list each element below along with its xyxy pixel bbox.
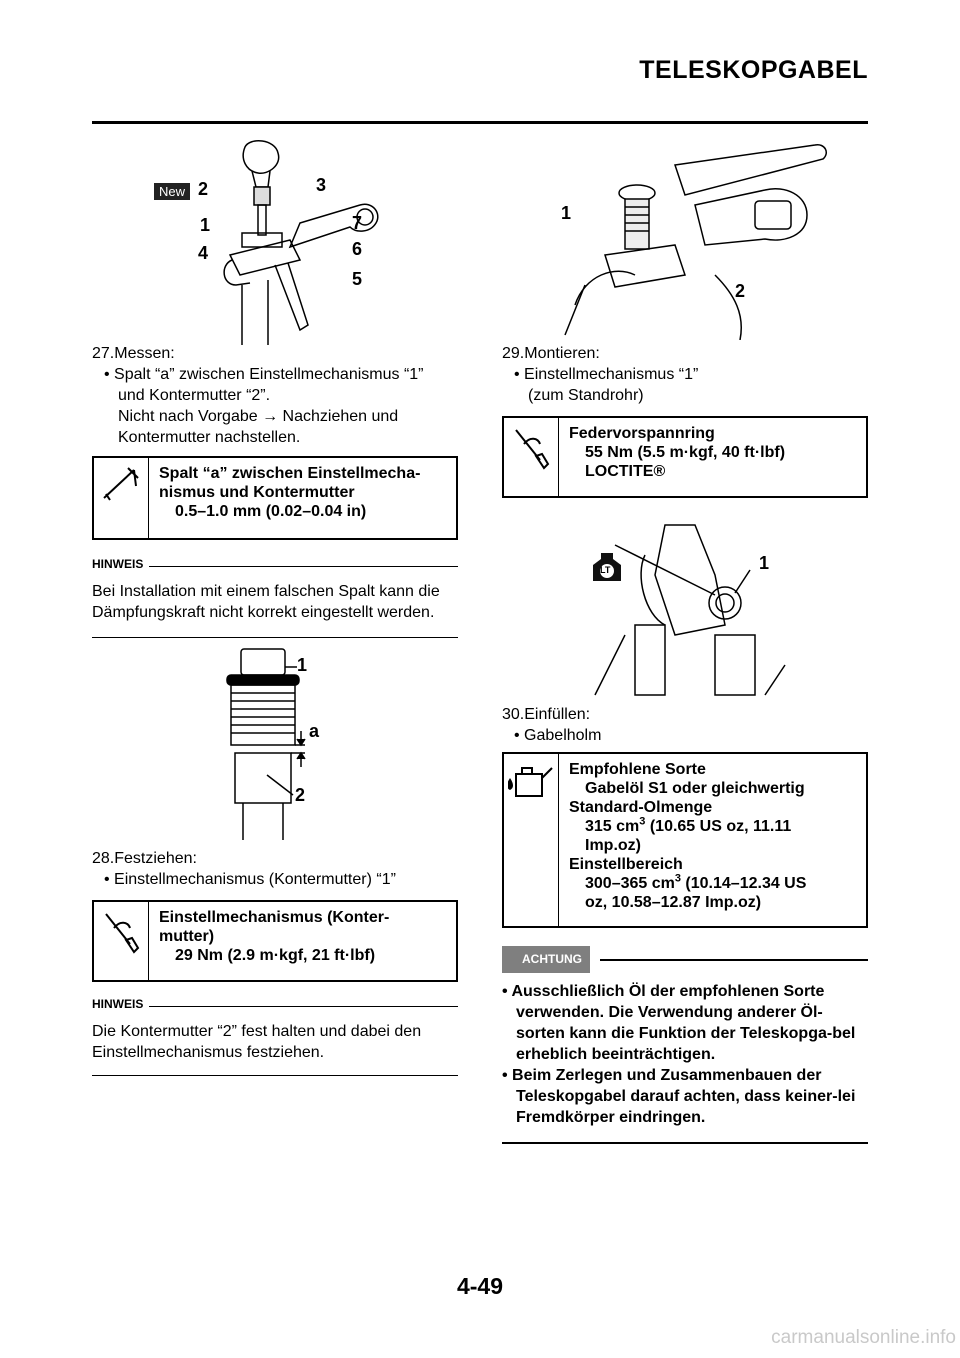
step-28-title: 28.Festziehen: <box>92 850 197 867</box>
spec-29-extra: LOCTITE® <box>585 463 666 480</box>
caliper-icon <box>94 458 149 538</box>
right-column-lower <box>502 704 868 1144</box>
callout-6: 6 <box>352 239 363 259</box>
callout-2: 2 <box>198 179 209 199</box>
hinweis-text-2: Die Kontermutter “2” fest halten und dabei den Einstellmechanismus festziehen. <box>92 1023 422 1061</box>
loctite-illustration <box>585 515 795 700</box>
figure-gap <box>205 645 345 840</box>
step-27-note-2: Kontermutter nachstellen. <box>118 429 301 446</box>
gap-illustration <box>205 645 345 840</box>
new-badge: New <box>154 183 190 200</box>
oil-can-icon <box>504 754 559 926</box>
spec-28-line2: mutter) <box>159 928 215 945</box>
figure-loctite <box>585 515 795 700</box>
spec-gap-line2: nismus und Kontermutter <box>159 484 355 501</box>
lt-badge <box>591 553 623 581</box>
footer-watermark: carmanualsonline.info <box>771 1327 956 1348</box>
step-28-bullet: • Einstellmechanismus (Kontermutter) “1” <box>104 871 396 888</box>
gap-callout-2: 2 <box>295 785 306 805</box>
step-29-title: 29.Montieren: <box>502 345 600 362</box>
page-number: 4-49 <box>456 1273 504 1299</box>
adjuster-install-illustration <box>545 135 835 340</box>
step-29-bullet-cont: (zum Standrohr) <box>528 387 644 404</box>
left-column <box>92 343 458 638</box>
header-rule <box>92 121 868 124</box>
step-27-title: 27.Messen: <box>92 345 175 362</box>
hinweis-label: HINWEIS <box>92 557 144 571</box>
oil-v2: 315 $cm^3$ (10.65 US oz, 11.11 <box>585 815 792 835</box>
install-callout-2: 2 <box>735 281 746 301</box>
achtung-header <box>502 946 868 973</box>
achtung-body <box>502 981 868 1128</box>
spec-box-torque-29 <box>502 416 868 498</box>
gap-callout-1: 1 <box>297 655 308 675</box>
callout-5: 5 <box>352 269 363 289</box>
gap-callout-a: a <box>309 721 320 741</box>
achtung-badge: ACHTUNG <box>502 946 590 973</box>
spec-gap-line1: Spalt “a” zwischen Einstellmecha- <box>159 465 421 482</box>
achtung-item-2: • Beim Zerlegen und Zusammenbauen der Teleskopgabel darauf achten, dass keiner-lei Fremdkörper eindringen. <box>502 1067 856 1126</box>
hinweis-end-rule-2 <box>92 1075 458 1076</box>
step-27-bullet: • Spalt “a” zwischen Einstellmechanismus “1” <box>104 366 424 383</box>
callout-7: 7 <box>352 213 363 233</box>
callout-4: 4 <box>198 243 209 263</box>
hinweis-text-1: Bei Installation mit einem falschen Spalt kann die Dämpfungskraft nicht korrekt eingestellt werden. <box>92 583 440 621</box>
spec-29-value: 55 Nm (5.5 m·kgf, 40 ft·lbf) <box>585 444 786 461</box>
left-column-lower <box>92 848 458 1076</box>
callout-1: 1 <box>200 215 211 235</box>
spec-28-value: 29 Nm (2.9 m·kgf, 21 ft·lbf) <box>175 947 376 964</box>
figure-adjuster-install <box>545 135 835 340</box>
spec-29-line1: Federvorspannring <box>569 425 715 442</box>
oil-h2: Standard-Olmenge <box>569 799 713 816</box>
spec-box-oil <box>502 752 868 928</box>
right-column <box>502 343 868 498</box>
adjuster-wrench-illustration <box>150 135 400 345</box>
page-title: TELESKOPGABEL <box>639 56 868 84</box>
spec-box-torque-28 <box>92 900 458 982</box>
oil-v3: 300–365 $cm^3$ (10.14–12.34 US <box>585 872 807 892</box>
oil-v1: Gabelöl S1 oder gleichwertig <box>585 780 805 797</box>
hinweis-header-1 <box>92 554 458 575</box>
achtung-item-1: • Ausschließlich Öl der empfohlenen Sorte verwenden. Die Verwendung anderer Öl-sorten kann die Funktion der Teleskopga-bel erheblich beeinträchtigen. <box>502 983 856 1063</box>
step-27-bullet-cont: und Kontermutter “2”. <box>118 387 271 404</box>
oil-v2-cont: Imp.oz) <box>585 837 641 854</box>
spec-28-line1: Einstellmechanismus (Konter- <box>159 909 390 926</box>
torque-wrench-icon <box>94 902 149 980</box>
install-callout-1: 1 <box>561 203 572 223</box>
oil-v3-cont: oz, 10.58–12.87 Imp.oz) <box>585 894 762 911</box>
torque-wrench-icon <box>504 418 559 496</box>
achtung-end-rule <box>502 1142 868 1144</box>
hinweis-label-2: HINWEIS <box>92 997 144 1011</box>
step-30-bullet: • Gabelholm <box>514 727 602 744</box>
oil-h3: Einstellbereich <box>569 856 683 873</box>
oil-h1: Empfohlene Sorte <box>569 761 706 778</box>
spec-gap-value: 0.5–1.0 mm (0.02–0.04 in) <box>175 503 367 520</box>
step-27-note-1: Nicht nach Vorgabe → Nachziehen und <box>118 408 399 425</box>
hinweis-header-2 <box>92 994 458 1015</box>
lt-badge-text: LT <box>600 565 611 575</box>
hinweis-end-rule-1 <box>92 637 458 638</box>
step-30-title: 30.Einfüllen: <box>502 706 591 723</box>
loctite-callout-1: 1 <box>759 553 770 573</box>
callout-3: 3 <box>316 175 327 195</box>
step-29-bullet: • Einstellmechanismus “1” <box>514 366 699 383</box>
spec-box-gap <box>92 456 458 540</box>
figure-adjuster-wrench <box>150 135 400 345</box>
